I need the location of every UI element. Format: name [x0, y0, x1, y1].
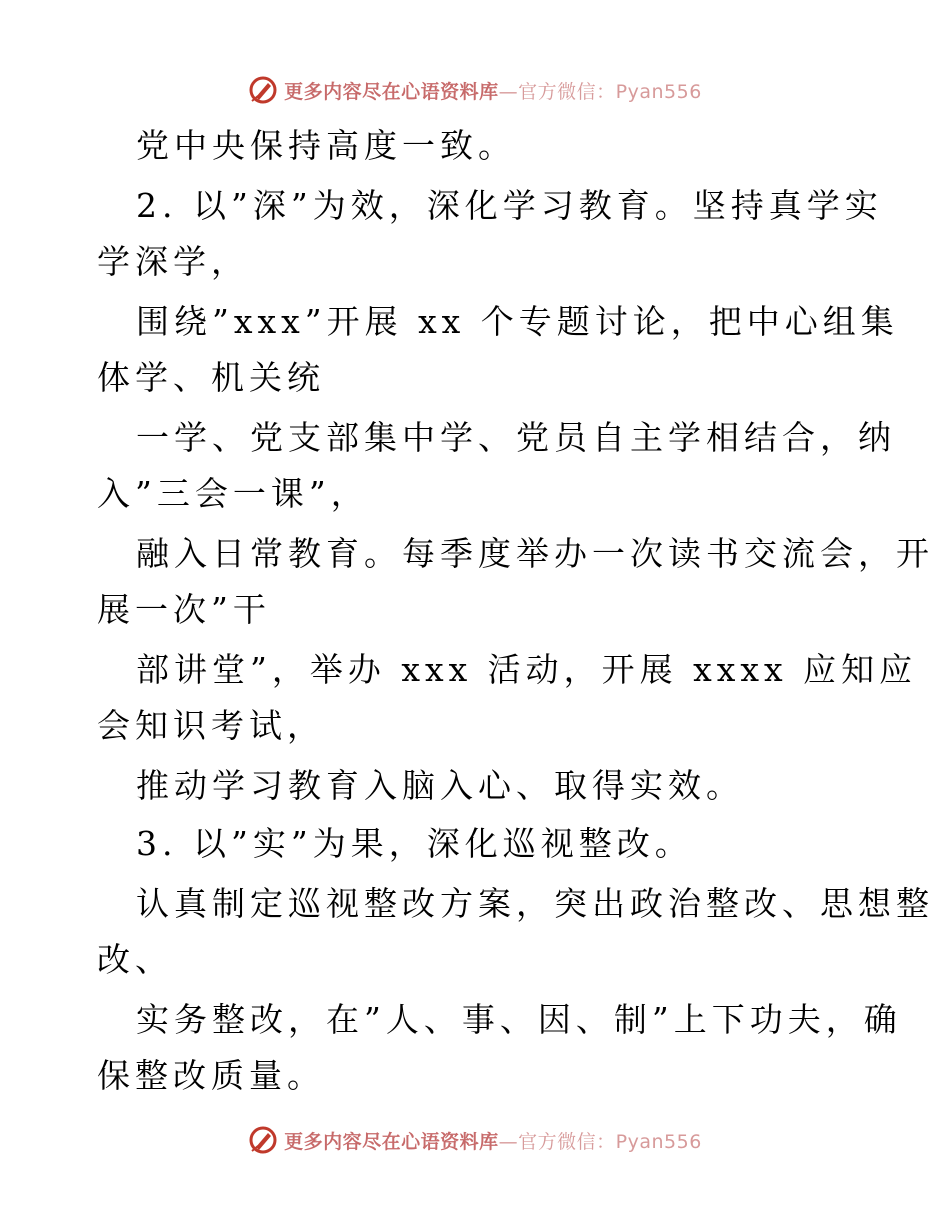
- pen-logo-icon: [248, 1125, 278, 1155]
- text-line: 融入日常教育。每季度举办一次读书交流会，开: [136, 534, 934, 573]
- text-line: 入”三会一课”，: [97, 474, 369, 513]
- header-banner: [0, 70, 950, 110]
- text-line: 推动学习教育入脑入心、取得实效。: [136, 766, 744, 805]
- footer-banner-sep: —: [498, 1130, 519, 1153]
- text-line: 党中央保持高度一致。: [136, 126, 516, 165]
- text-line: 实务整改，在”人、事、因、制”上下功夫，确: [136, 1000, 902, 1039]
- header-banner-text: [284, 77, 702, 104]
- text-line: 会知识考试，: [97, 706, 325, 745]
- text-line: 学深学，: [97, 242, 249, 281]
- text-line: 3. 以”实”为果，深化巡视整改。: [136, 824, 693, 863]
- footer-banner-text: [284, 1127, 702, 1154]
- footer-banner: [0, 1120, 950, 1160]
- text-line: 展一次”干: [97, 590, 271, 629]
- text-line: 保整改质量。: [97, 1056, 325, 1095]
- text-line: 一学、党支部集中学、党员自主学相结合，纳: [136, 418, 896, 457]
- pen-logo-icon: [248, 75, 278, 105]
- header-banner-wechat: 官方微信：Pyan556: [518, 80, 702, 103]
- header-banner-sep: —: [498, 80, 519, 103]
- text-line: 2. 以”深”为效，深化学习教育。坚持真学实: [136, 186, 883, 225]
- text-line: 围绕”xxx”开展 xx 个专题讨论，把中心组集: [136, 302, 899, 341]
- header-banner-main: 更多内容尽在心语资料库: [284, 80, 499, 103]
- text-line: 部讲堂”，举办 xxx 活动，开展 xxxx 应知应: [136, 650, 918, 689]
- text-line: 体学、机关统: [97, 358, 325, 397]
- footer-banner-main: 更多内容尽在心语资料库: [284, 1130, 499, 1153]
- text-line: 改、: [97, 940, 173, 979]
- text-line: 认真制定巡视整改方案，突出政治整改、思想整: [136, 884, 934, 923]
- footer-banner-wechat: 官方微信：Pyan556: [518, 1130, 702, 1153]
